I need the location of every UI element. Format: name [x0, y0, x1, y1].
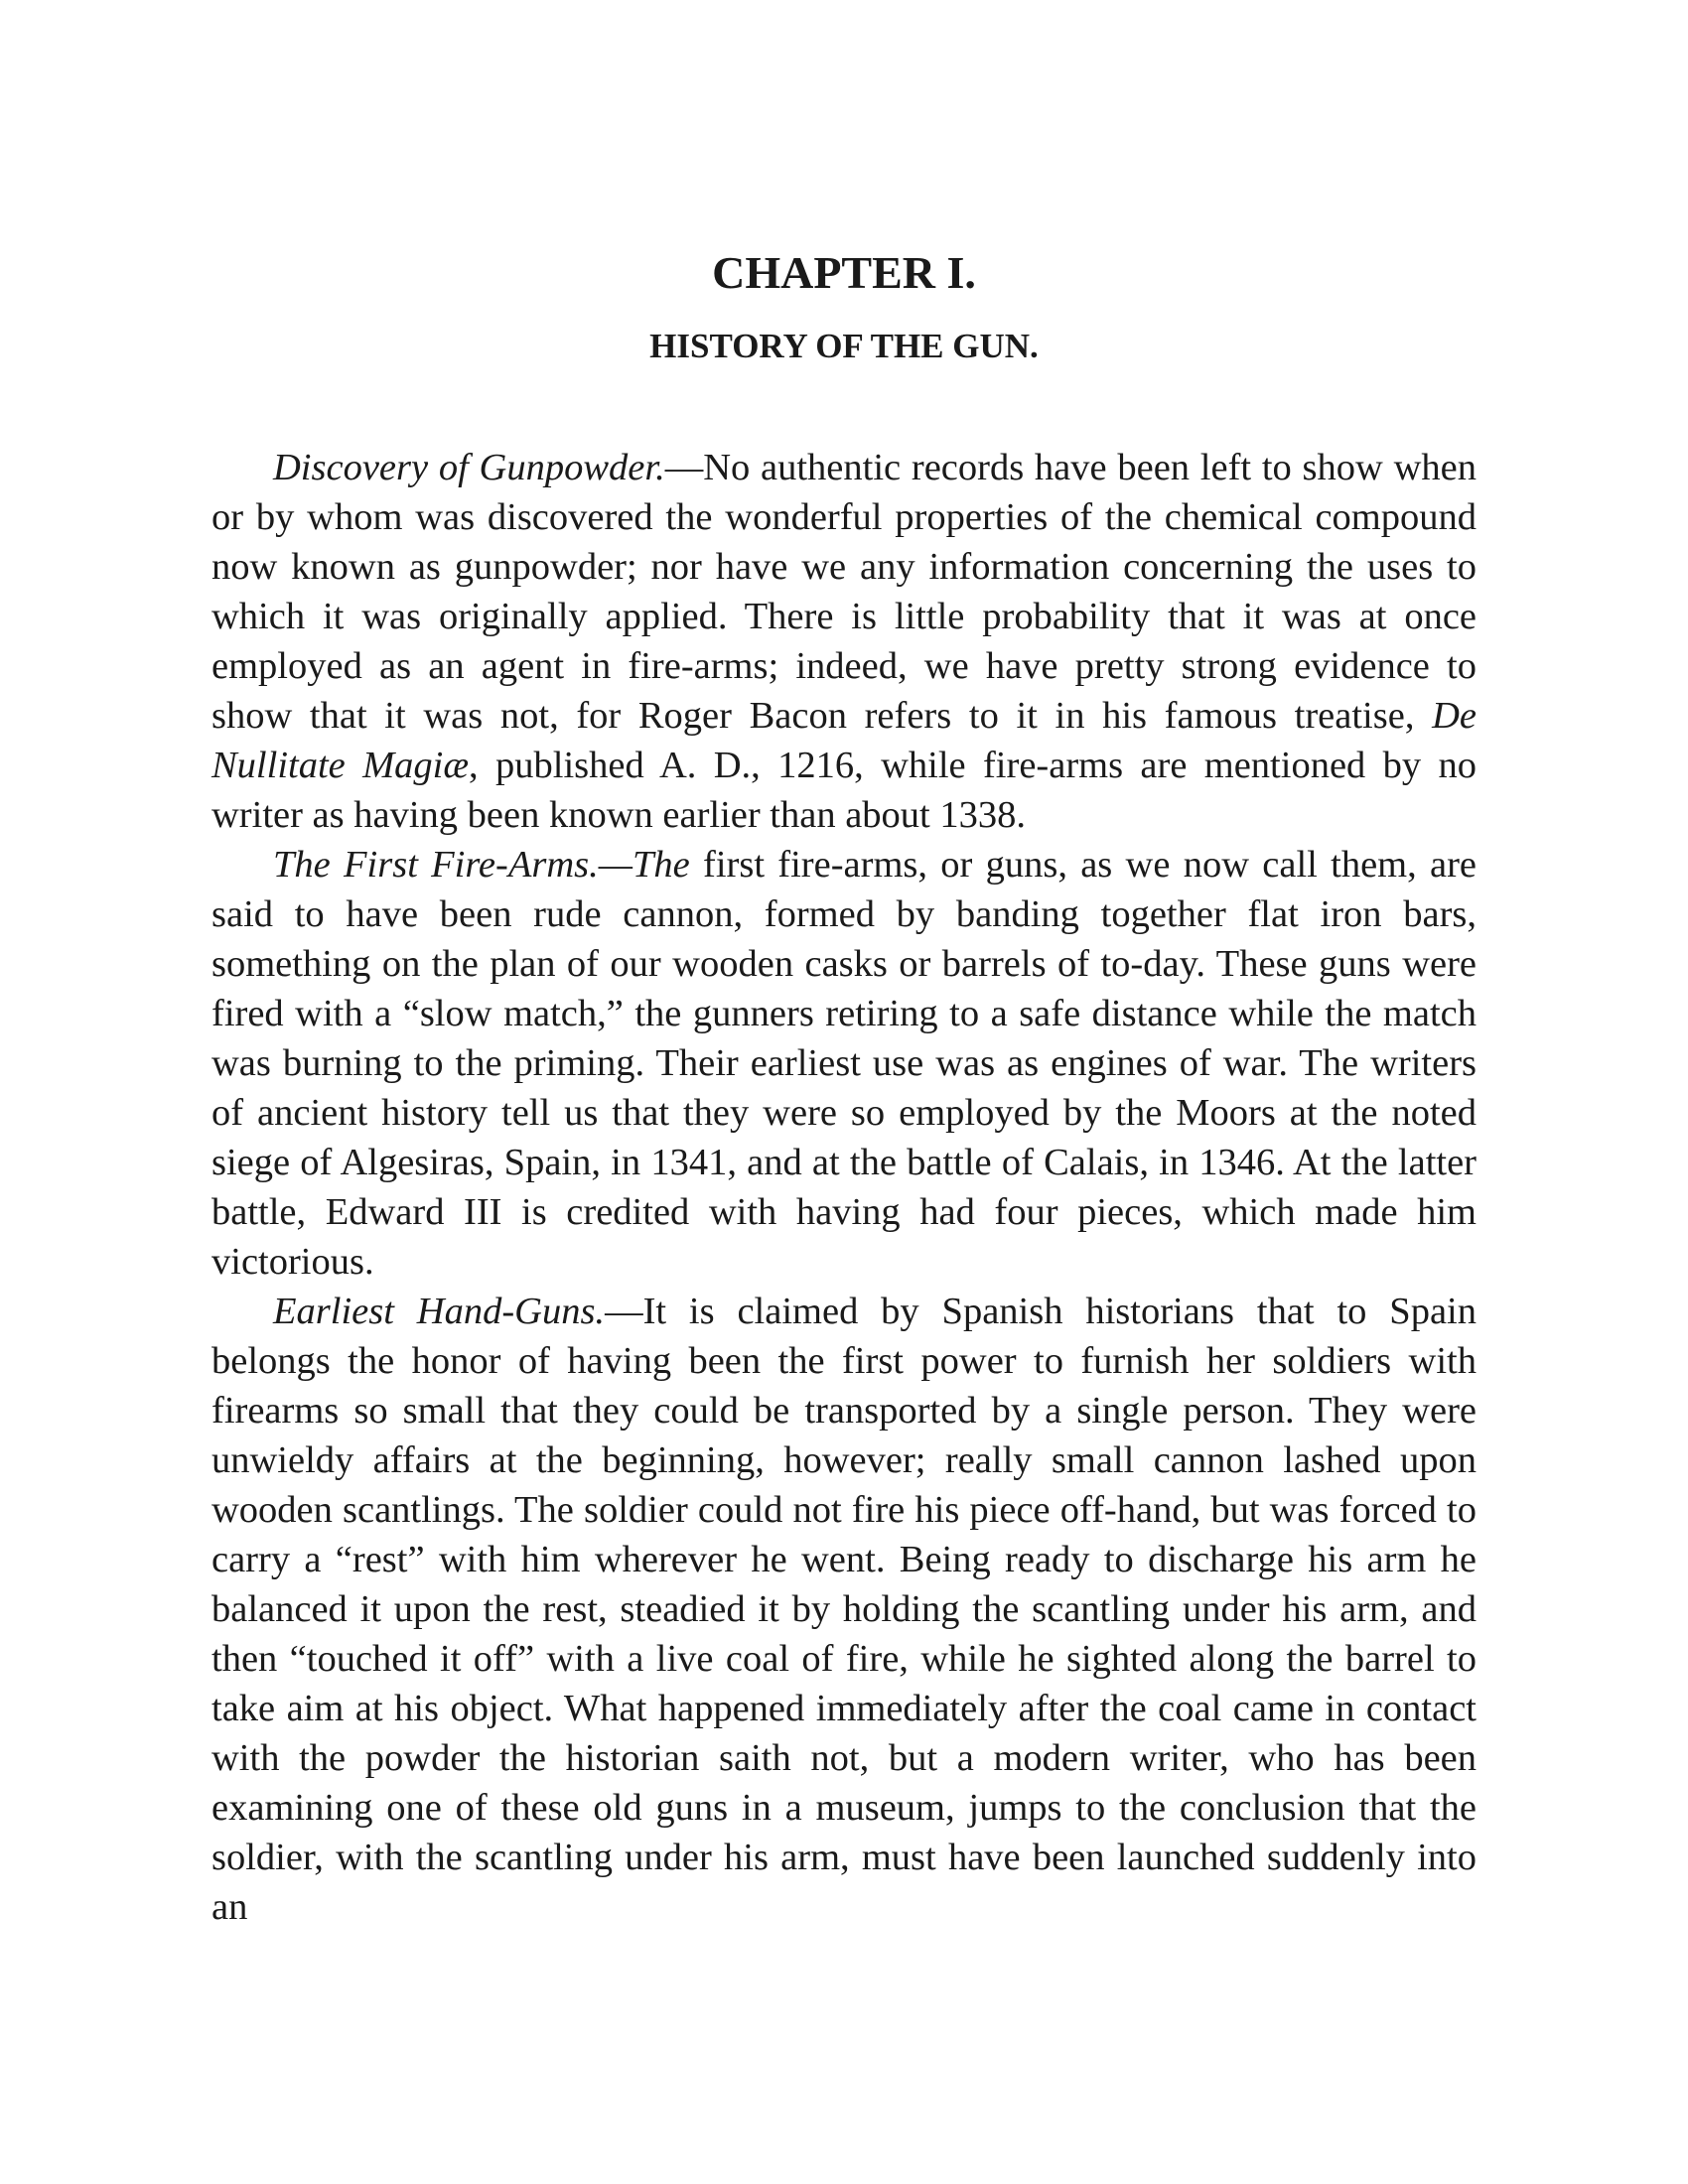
paragraph-lead-heading: Earliest Hand-Guns.	[273, 1291, 606, 1332]
paragraph-lead-heading: Discovery of Gunpowder.	[273, 447, 665, 488]
book-page	[211, 238, 1477, 1932]
paragraph-lead-heading: The First Fire-Arms.—The	[273, 844, 690, 886]
treatise-title: De Nullitate Magiæ	[211, 695, 1477, 786]
chapter-number: CHAPTER I.	[712, 247, 976, 298]
paragraph-text: —No authentic records have been left to show when or by whom was discovered the wonderful properties of the chemical compound now known as gunpowder; nor have we any information concerning the uses to which it was originally applied. There is little probability that it was at once employed as an agent in fire-arms; indeed, we have pretty strong evidence to show that it was not, for Roger Bacon refers to it in his famous treatise,	[211, 447, 1477, 737]
paragraph-text: first fire-arms, or guns, as we now call them, are said to have been rude cannon, formed by banding together flat iron bars, something on the plan of our wooden casks or barrels of to-day. These guns were fired with a “slow match,” the gunners retiring to a safe distance while the match was burning to the priming. Their earliest use was as engines of war. The writers of ancient history tell us that they were so employed by the Moors at the noted siege of Algesiras, Spain, in 1341, and at the battle of Calais, in 1346. At the latter battle, Edward III is credited with having had four pieces, which made him victorious.	[211, 844, 1477, 1283]
chapter-title: HISTORY OF THE GUN.	[649, 327, 1039, 365]
paragraph-first-fire-arms	[211, 840, 1477, 1287]
paragraph-text: —It is claimed by Spanish historians that to Spain belongs the honor of having been the first power to furnish her soldiers with firearms so small that they could be transported by a single person. They were unwieldy affairs at the beginning, however; really small cannon lashed upon wooden scantlings. The soldier could not fire his piece off-hand, but was forced to carry a “rest” with him wherever he went. Being ready to discharge his arm he balanced it upon the rest, steadied it by holding the scantling under his arm, and then “touched it off” with a live coal of fire, while he sighted along the barrel to take aim at his object. What happened immediately after the coal came in contact with the powder the historian saith not, but a modern writer, who has been examining one of these old guns in a museum, jumps to the conclusion that the soldier, with the scantling under his arm, must have been launched suddenly into an	[211, 1291, 1477, 1928]
paragraph-text: , published A. D., 1216, while fire-arms are mentioned by no writer as having been known earlier than about 1338.	[211, 745, 1477, 836]
paragraph-discovery-of-gunpowder	[211, 443, 1477, 840]
chapter-body	[211, 443, 1477, 1932]
paragraph-earliest-hand-guns	[211, 1287, 1477, 1932]
